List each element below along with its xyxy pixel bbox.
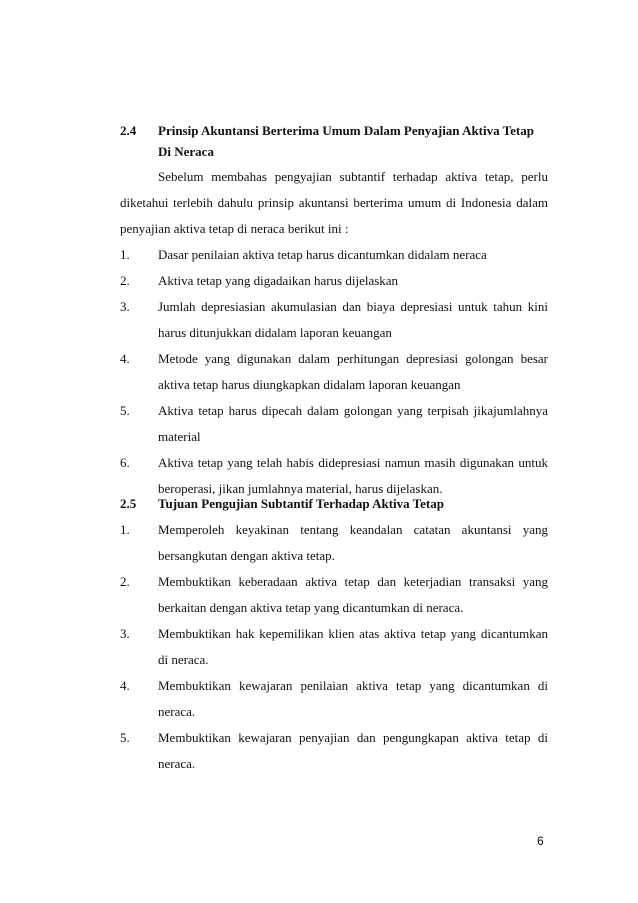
list-item-number: 3. (120, 299, 130, 314)
list-item-number: 1. (120, 522, 130, 537)
list-item-text: Membuktikan kewajaran penilaian aktiva tetap yang dicantumkan di neraca. (158, 678, 548, 719)
list-item-number: 5. (120, 403, 130, 418)
section-number: 2.4 (120, 123, 137, 138)
list-item-text: Aktiva tetap harus dipecah dalam golongan yang terpisah jikajumlahnya material (158, 403, 548, 444)
list-item-text: Membuktikan keberadaan aktiva tetap dan keterjadian transaksi yang berkaitan dengan aktiva tetap yang dicantumkan di neraca. (158, 574, 548, 615)
list-item (120, 673, 548, 725)
section-heading (120, 120, 548, 162)
section-heading (120, 493, 548, 514)
list-item (120, 517, 548, 569)
list-item-text: Jumlah depresiasian akumulasian dan biaya depresiasi untuk tahun kini harus ditunjukkan didalam laporan keuangan (158, 299, 548, 340)
list-item-text: Membuktikan kewajaran penyajian dan pengungkapan aktiva tetap di neraca. (158, 730, 548, 771)
list-item-number: 4. (120, 678, 130, 693)
list-item-text: Dasar penilaian aktiva tetap harus dicantumkan didalam neraca (158, 247, 487, 262)
section-2-4 (120, 120, 548, 502)
section-intro: Sebelum membahas pengyajian subtantif terhadap aktiva tetap, perlu diketahui terlebih dahulu prinsip akuntansi berterima umum di Indonesia dalam penyajian aktiva tetap di neraca berikut ini : (120, 169, 548, 236)
list-item-text: Memperoleh keyakinan tentang keandalan catatan akuntansi yang bersangkutan dengan aktiva tetap. (158, 522, 548, 563)
section-title: Tujuan Pengujian Subtantif Terhadap Aktiva Tetap (158, 496, 444, 511)
section-2-5 (120, 493, 548, 777)
list-item-text: Aktiva tetap yang digadaikan harus dijelaskan (158, 273, 399, 288)
list-item (120, 268, 548, 294)
list-item-number: 4. (120, 351, 130, 366)
list-item-number: 5. (120, 730, 130, 745)
objectives-list (120, 517, 548, 777)
list-item (120, 621, 548, 673)
list-item-text: Membuktikan hak kepemilikan klien atas aktiva tetap yang dicantumkan di neraca. (158, 626, 548, 667)
section-title: Prinsip Akuntansi Berterima Umum Dalam Penyajian Aktiva Tetap Di Neraca (158, 123, 534, 159)
list-item-text: Aktiva tetap yang telah habis didepresiasi namun masih digunakan untuk beroperasi, jikan jumlahnya material, harus dijelaskan. (158, 455, 548, 496)
list-item-number: 2. (120, 273, 130, 288)
list-item (120, 398, 548, 450)
list-item (120, 725, 548, 777)
page-number: 6 (537, 834, 544, 848)
list-item (120, 346, 548, 398)
list-item-number: 3. (120, 626, 130, 641)
list-item (120, 294, 548, 346)
list-item-number: 2. (120, 574, 130, 589)
principles-list (120, 242, 548, 502)
list-item (120, 242, 548, 268)
section-number: 2.5 (120, 496, 137, 511)
list-item (120, 569, 548, 621)
list-item-number: 6. (120, 455, 130, 470)
list-item-text: Metode yang digunakan dalam perhitungan depresiasi golongan besar aktiva tetap harus diungkapkan didalam laporan keuangan (158, 351, 548, 392)
list-item-number: 1. (120, 247, 130, 262)
